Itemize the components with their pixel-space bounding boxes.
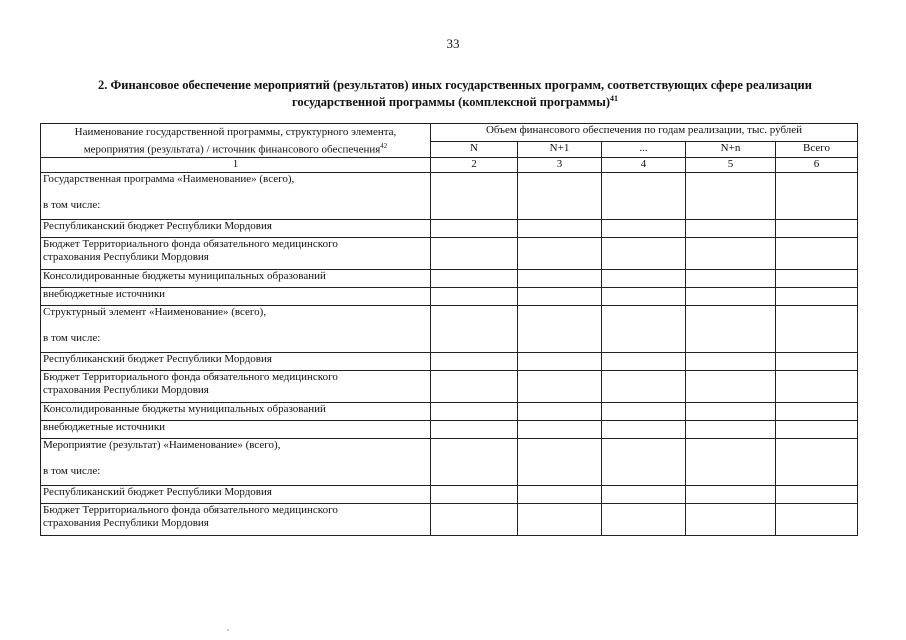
year-column-header: N+n [686,142,776,158]
value-cell [776,353,858,371]
row-name-line-1: внебюджетные источники [43,421,166,433]
value-cell [602,173,686,220]
value-cell [686,173,776,220]
column-number-row [41,158,858,173]
name-header-footnote: 42 [380,141,388,150]
value-cell [431,353,518,371]
value-cell [431,421,518,439]
value-cell [602,421,686,439]
row-name-cell [41,371,431,403]
value-cell [518,504,602,536]
column-number: 1 [41,158,431,173]
value-cell [602,504,686,536]
value-cell [518,220,602,238]
value-cell [686,238,776,270]
table-row [41,403,858,421]
value-cell [602,270,686,288]
value-cell [518,486,602,504]
table-row [41,439,858,486]
value-cell [431,173,518,220]
table-row [41,421,858,439]
value-cell [431,288,518,306]
value-cell [686,270,776,288]
scan-speck [227,629,229,631]
table-body [41,173,858,536]
value-cell [776,220,858,238]
row-name-line-2: в том числе: [43,465,101,477]
value-cell [518,371,602,403]
value-cell [776,421,858,439]
table-row [41,306,858,353]
row-name-line-1: Государственная программа «Наименование» (всего), [43,173,295,185]
row-name-line-2: в том числе: [43,332,101,344]
value-cell [776,306,858,353]
value-cell [776,238,858,270]
table-row [41,220,858,238]
value-cell [776,486,858,504]
table-row [41,504,858,536]
value-cell [602,288,686,306]
total-column-header: Всего [776,142,858,158]
row-name-cell [41,306,431,353]
row-name-cell [41,439,431,486]
value-cell [776,270,858,288]
value-cell [686,288,776,306]
row-name-cell [41,220,431,238]
value-cell [602,220,686,238]
value-cell [602,238,686,270]
name-column-header-text: Наименование государственной программы, структурного элемента, мероприятия (результата) / источник финансового обеспечения [74,125,397,156]
row-name-line-1: Бюджет Территориального фонда обязательного медицинского [43,238,338,250]
value-cell [431,504,518,536]
heading-line-2: государственной программы (комплексной программы) [291,95,611,110]
value-cell [776,504,858,536]
row-name-line-1: Консолидированные бюджеты муниципальных образований [43,270,326,282]
value-cell [431,439,518,486]
row-name-line-1: Мероприятие (результат) «Наименование» (всего), [43,439,281,451]
heading-footnote: 41 [610,94,619,103]
value-cell [431,486,518,504]
value-cell [686,371,776,403]
column-number: 4 [602,158,686,173]
row-name-cell [41,173,431,220]
row-name-cell [41,421,431,439]
row-name-line-2: в том числе: [43,199,101,211]
column-number: 5 [686,158,776,173]
heading-line-1: 2. Финансовое обеспечение мероприятий (результатов) иных государственных программ, соответствующих сфере реализации [98,78,812,92]
value-cell [776,288,858,306]
row-name-line-2: страхования Республики Мордовия [43,517,209,529]
value-cell [776,439,858,486]
value-cell [686,353,776,371]
value-cell [431,220,518,238]
table-row [41,371,858,403]
value-cell [431,238,518,270]
value-cell [518,288,602,306]
value-cell [431,371,518,403]
row-name-cell [41,288,431,306]
row-name-line-1: Республиканский бюджет Республики Мордовия [43,486,272,498]
value-cell [602,439,686,486]
row-name-line-1: Консолидированные бюджеты муниципальных образований [43,403,326,415]
row-name-cell [41,403,431,421]
year-column-header: ... [602,142,686,158]
value-cell [602,306,686,353]
table-row [41,238,858,270]
table-row [41,173,858,220]
value-cell [686,504,776,536]
year-column-header: N+1 [518,142,602,158]
table-row [41,288,858,306]
row-name-line-1: Республиканский бюджет Республики Мордовия [43,220,272,232]
column-number: 6 [776,158,858,173]
table-row [41,486,858,504]
column-number: 2 [431,158,518,173]
header-row-1 [41,124,858,142]
value-cell [518,353,602,371]
value-cell [518,403,602,421]
value-cell [686,486,776,504]
row-name-line-1: внебюджетные источники [43,288,166,300]
value-cell [686,421,776,439]
name-column-header [41,124,431,158]
row-name-line-2: страхования Республики Мордовия [43,251,209,263]
table-row [41,270,858,288]
value-cell [518,306,602,353]
row-name-line-1: Бюджет Территориального фонда обязательного медицинского [43,371,338,383]
value-cell [686,439,776,486]
value-cell [602,486,686,504]
value-cell [431,403,518,421]
value-cell [776,173,858,220]
value-cell [776,403,858,421]
row-name-cell [41,504,431,536]
row-name-cell [41,486,431,504]
section-heading [60,78,850,109]
page-number: 33 [446,36,460,51]
row-name-line-1: Структурный элемент «Наименование» (всего), [43,306,267,318]
value-cell [602,371,686,403]
row-name-line-1: Республиканский бюджет Республики Мордовия [43,353,272,365]
table-row [41,353,858,371]
value-cell [518,238,602,270]
value-cell [518,270,602,288]
value-cell [686,306,776,353]
column-number: 3 [518,158,602,173]
value-cell [686,403,776,421]
value-cell [602,403,686,421]
row-name-cell [41,238,431,270]
value-cell [431,270,518,288]
row-name-line-1: Бюджет Территориального фонда обязательного медицинского [43,504,338,516]
value-cell [431,306,518,353]
row-name-cell [41,270,431,288]
value-cell [518,173,602,220]
value-cell [686,220,776,238]
row-name-cell [41,353,431,371]
volume-header: Объем финансового обеспечения по годам реализации, тыс. рублей [431,124,858,142]
value-cell [518,421,602,439]
row-name-line-2: страхования Республики Мордовия [43,384,209,396]
year-column-header: N [431,142,518,158]
value-cell [602,353,686,371]
value-cell [518,439,602,486]
financing-table [40,123,858,536]
value-cell [776,371,858,403]
